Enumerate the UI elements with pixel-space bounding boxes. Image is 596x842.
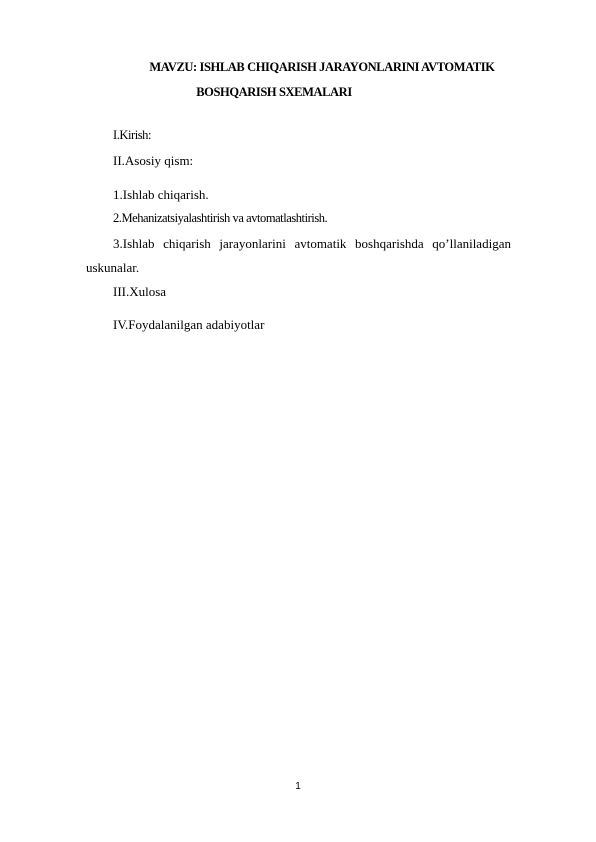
outline-item-3-word: boshqarishda [355, 236, 424, 251]
document-title-line-2: BOSHQARISH SXEMALARI [196, 85, 352, 99]
outline-item-3-word: avtomatik [294, 236, 347, 251]
outline-item-2: 2.Mehanizatsiyalashtirish va avtomatlashtirish. [113, 211, 328, 225]
outline-main: II.Asosiy qism: [113, 153, 194, 168]
outline-item-3-word: chiqarish [163, 236, 211, 251]
outline-item-3-word: jarayonlarini [219, 236, 286, 251]
outline-references: IV.Foydalanilgan adabiyotlar [113, 317, 265, 332]
outline-item-1: 1.Ishlab chiqarish. [113, 187, 209, 202]
outline-item-3-word: qo’llaniladigan [432, 236, 511, 251]
outline-item-3-word: 3.Ishlab [113, 236, 155, 251]
outline-conclusion: III.Xulosa [113, 284, 167, 299]
outline-intro: I.Kirish: [113, 128, 151, 142]
outline-item-3-continuation: uskunalar. [86, 260, 140, 275]
page-number: 1 [295, 781, 301, 792]
document-title-line-1: MAVZU: ISHLAB CHIQARISH JARAYONLARINI AVTOMATIK [149, 60, 495, 74]
outline-item-3 [113, 236, 511, 252]
